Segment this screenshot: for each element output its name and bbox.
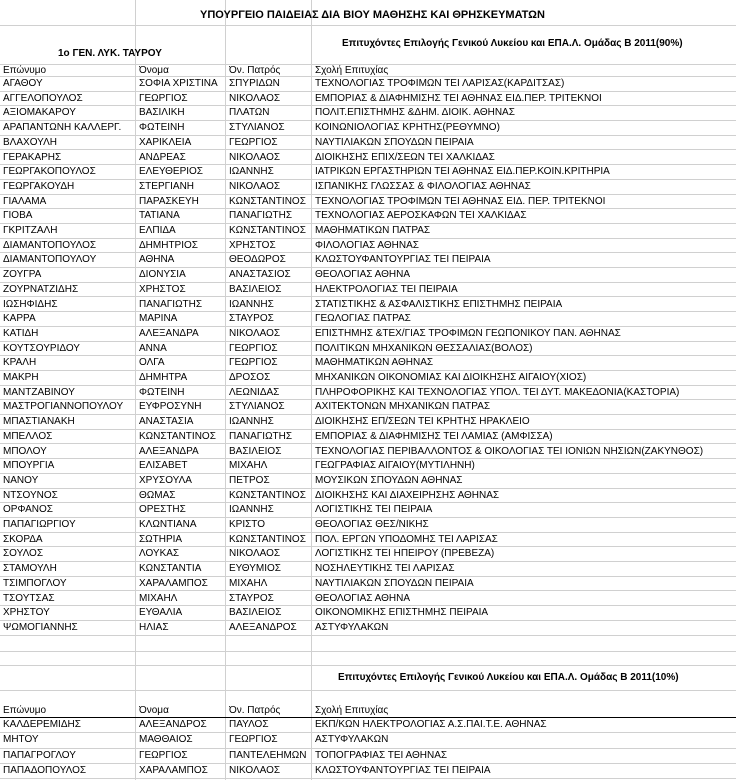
cell-father: ΓΕΩΡΓΙΟΣ [229,734,278,746]
cell-name: ΚΛΩΝΤΙΑΝΑ [139,519,197,530]
cell-surname: ΚΑΛΔΕΡΕΜΙΔΗΣ [3,719,81,730]
table-row [0,298,736,313]
cell-school: ΝΟΣΗΛΕΥΤΙΚΗΣ ΤΕΙ ΛΑΡΙΣΑΣ [315,563,455,575]
table-row [0,445,736,460]
cell-name: ΒΑΣΙΛΙΚΗ [139,107,185,119]
school-name: 1ο ΓΕΝ. ΛΥΚ. ΤΑΥΡΟΥ [58,48,162,59]
table-row [0,268,736,283]
cell-school: ΑΧΙΤΕΚΤΟΝΩΝ ΜΗΧΑΝΙΚΩΝ ΠΑΤΡΑΣ [315,401,491,413]
cell-surname: ΜΗΤΟΥ [3,734,39,746]
cell-name: ΧΡΗΣΤΟΣ [139,283,186,295]
cell-father: ΓΕΩΡΓΙΟΣ [229,342,278,354]
cell-name: ΦΩΤΕΙΝΗ [139,386,185,398]
cell-name: ΑΝΝΑ [139,342,167,354]
cell-father: ΚΩΝΣΤΑΝΤΙΝΟΣ [229,225,306,236]
cell-school: ΜΑΘΗΜΑΤΙΚΩΝ ΠΑΤΡΑΣ [315,225,431,236]
cell-name: ΕΥΘΑΛΙΑ [139,607,183,619]
ministry-title: ΥΠΟΥΡΓΕΙΟ ΠΑΙΔΕΙΑΣ ΔΙΑ ΒΙΟΥ ΜΑΘΗΣΗΣ ΚΑΙ ΘΡΗΣΚΕΥΜΑΤΩΝ [200,9,545,21]
cell-surname: ΝΑΝΟΥ [3,474,39,486]
cell-father: ΒΑΣΙΛΕΙΟΣ [229,607,282,619]
cell-father: ΓΕΩΡΓΙΟΣ [229,357,278,369]
cell-surname: ΝΤΣΟΥΝΟΣ [3,489,58,501]
cell-father: ΚΩΝΣΤΑΝΤΙΝΟΣ [229,489,306,501]
table-row [0,77,736,92]
cell-name: ΟΛΓΑ [139,357,165,369]
cell-school: ΑΣΤΥΦΥΛΑΚΩΝ [315,621,389,633]
table-row [0,562,736,577]
cell-surname: ΨΩΜΟΓΙΑΝΝΗΣ [3,621,78,633]
cell-father: ΘΕΟΔΩΡΟΣ [229,254,286,266]
cell-name: ΑΘΗΝΑ [139,254,175,266]
cell-school: ΕΚΠ/ΚΩΝ ΗΛΕΚΤΡΟΛΟΓΙΑΣ Α.Σ.ΠΑΙ.Τ.Ε. ΑΘΗΝΑΣ [315,719,547,730]
section2-title: Επιτυχόντες Επιλογής Γενικού Λυκείου και ΕΠΑ.Λ. Ομάδας Β 2011(10%) [338,672,679,683]
cell-surname: ΜΠΟΥΡΓΙΑ [3,460,55,472]
cell-surname: ΓΚΡΙΤΖΑΛΗ [3,225,58,236]
cell-name: ΧΑΡΑΛΑΜΠΟΣ [139,764,208,776]
cell-school: ΜΗΧΑΝΙΚΩΝ ΟΙΚΟΝΟΜΙΑΣ ΚΑΙ ΔΙΟΙΚΗΣΗΣ ΑΙΓΑΙΟΥ(ΧΙΟΣ) [315,372,587,383]
cell-surname: ΚΑΤΙΔΗ [3,327,39,339]
cell-surname: ΔΙΑΜΑΝΤΟΠΟΥΛΟΣ [3,239,97,251]
table-row [0,371,736,386]
cell-school: ΛΟΓΙΣΤΙΚΗΣ ΤΕΙ ΗΠΕΙΡΟΥ (ΠΡΕΒΕΖΑ) [315,548,495,560]
header-school: Σχολή Επιτυχίας [315,65,389,76]
cell-father: ΑΝΑΣΤΑΣΙΟΣ [229,269,291,281]
cell-school: ΝΑΥΤΙΛΙΑΚΩΝ ΣΠΟΥΔΩΝ ΠΕΙΡΑΙΑ [315,577,474,589]
table-row [0,718,736,733]
cell-surname: ΚΟΥΤΣΟΥΡΙΔΟΥ [3,342,80,354]
cell-name: ΠΑΡΑΣΚΕΥΗ [139,195,199,207]
header-father: Όν. Πατρός [229,705,281,716]
cell-name: ΣΟΦΙΑ ΧΡΙΣΤΙΝΑ [139,78,218,89]
cell-name: ΧΑΡΑΛΑΜΠΟΣ [139,577,208,589]
cell-name: ΔΙΟΝΥΣΙΑ [139,269,186,281]
cell-father: ΝΙΚΟΛΑΟΣ [229,92,281,104]
table-row [0,606,736,621]
cell-name: ΚΩΝΣΤΑΝΤΙΑ [139,563,202,575]
cell-father: ΝΙΚΟΛΑΟΣ [229,180,281,192]
cell-school: ΜΑΘΗΜΑΤΙΚΩΝ ΑΘΗΝΑΣ [315,357,434,369]
cell-father: ΣΤΑΥΡΟΣ [229,592,274,604]
cell-surname: ΑΓΓΕΛΟΠΟΥΛΟΣ [3,92,83,104]
cell-surname: ΠΑΠΑΓΡΟΓΛΟΥ [3,749,76,761]
cell-surname: ΑΓΑΘΟΥ [3,78,43,89]
cell-father: ΚΩΝΣΤΑΝΤΙΝΟΣ [229,195,306,207]
grid-row-line [0,690,736,691]
cell-school: ΘΕΟΛΟΓΙΑΣ ΘΕΣ/ΝΙΚΗΣ [315,519,429,530]
cell-father: ΕΥΘΥΜΙΟΣ [229,563,281,575]
header-name: Όνομα [139,705,169,716]
cell-school: ΙΑΤΡΙΚΩΝ ΕΡΓΑΣΤΗΡΙΩΝ ΤΕΙ ΑΘΗΝΑΣ ΕΙΔ.ΠΕΡ.ΚΟΙΝ.ΚΡΙΤΗΡΙΑ [315,166,610,178]
cell-school: ΕΜΠΟΡΙΑΣ & ΔΙΑΦΗΜΙΣΗΣ ΤΕΙ ΑΘΗΝΑΣ ΕΙΔ.ΠΕΡ. ΤΡΙΤΕΚΝΟΙ [315,92,602,104]
cell-name: ΤΑΤΙΑΝΑ [139,210,180,222]
cell-father: ΝΙΚΟΛΑΟΣ [229,327,281,339]
cell-school: ΘΕΟΛΟΓΙΑΣ ΑΘΗΝΑ [315,592,411,604]
table-row [0,106,736,121]
table-row [0,342,736,357]
cell-surname: ΤΣΟΥΤΣΑΣ [3,592,55,604]
cell-surname: ΓΕΩΡΓΑΚΟΥΔΗ [3,180,75,192]
cell-name: ΑΝΑΣΤΑΣΙΑ [139,416,194,428]
cell-school: ΚΛΩΣΤΟΥΦΑΝΤΟΥΡΓΙΑΣ ΤΕΙ ΠΕΙΡΑΙΑ [315,764,491,776]
table-row [0,180,736,195]
grid-row-line [0,665,736,666]
cell-surname: ΓΙΟΒΑ [3,210,33,222]
cell-school: ΛΟΓΙΣΤΙΚΗΣ ΤΕΙ ΠΕΙΡΑΙΑ [315,504,433,516]
cell-school: ΚΛΩΣΤΟΥΦΑΝΤΟΥΡΓΙΑΣ ΤΕΙ ΠΕΙΡΑΙΑ [315,254,491,266]
cell-surname: ΒΛΑΧΟΥΛΗ [3,136,57,148]
cell-name: ΧΡΥΣΟΥΛΑ [139,474,192,486]
cell-name: ΗΛΙΑΣ [139,621,169,633]
cell-surname: ΜΠΟΛΟΥ [3,445,47,457]
cell-school: ΜΟΥΣΙΚΩΝ ΣΠΟΥΔΩΝ ΑΘΗΝΑΣ [315,474,463,486]
cell-father: ΚΩΝΣΤΑΝΤΙΝΟΣ [229,533,306,545]
cell-school: ΝΑΥΤΙΛΙΑΚΩΝ ΣΠΟΥΔΩΝ ΠΕΙΡΑΙΑ [315,136,474,148]
cell-surname: ΜΠΑΣΤΙΑΝΑΚΗ [3,416,75,428]
cell-school: ΤΕΧΝΟΛΟΓΙΑΣ ΠΕΡΙΒΑΛΛΟΝΤΟΣ & ΟΙΚΟΛΟΓΙΑΣ ΤΕΙ ΙΟΝΙΩΝ ΝΗΣΙΩΝ(ΖΑΚΥΝΘΟΣ) [315,445,704,457]
table-row [0,356,736,371]
grid-row-line [0,25,736,26]
table-row [0,533,736,548]
cell-name: ΧΑΡΙΚΛΕΙΑ [139,136,192,148]
cell-school: ΤΟΠΟΓΡΑΦΙΑΣ ΤΕΙ ΑΘΗΝΑΣ [315,749,448,761]
cell-school: ΕΠΙΣΤΗΜΗΣ &ΤΕΧ/ΓΙΑΣ ΤΡΟΦΙΜΩΝ ΓΕΩΠΟΝΙΚΟΥ ΠΑΝ. ΑΘΗΝΑΣ [315,327,621,339]
cell-name: ΑΛΕΞΑΝΔΡΟΣ [139,719,207,730]
cell-name: ΛΟΥΚΑΣ [139,548,180,560]
cell-surname: ΣΚΟΡΔΑ [3,533,43,545]
cell-name: ΟΡΕΣΤΗΣ [139,504,186,516]
cell-name: ΦΩΤΕΙΝΗ [139,122,185,134]
table-row [0,547,736,562]
cell-name: ΑΝΔΡΕΑΣ [139,151,186,163]
cell-father: ΚΡΙΣΤΟ [229,519,266,530]
cell-surname: ΑΞΙΟΜΑΚΑΡΟΥ [3,107,76,119]
cell-school: ΟΙΚΟΝΟΜΙΚΗΣ ΕΠΙΣΤΗΜΗΣ ΠΕΙΡΑΙΑ [315,607,489,619]
table-row [0,165,736,180]
cell-school: ΦΙΛΟΛΟΓΙΑΣ ΑΘΗΝΑΣ [315,239,419,251]
cell-surname: ΣΤΑΜΟΥΛΗ [3,563,57,575]
cell-surname: ΓΕΩΡΓΑΚΟΠΟΥΛΟΣ [3,166,96,178]
cell-school: ΤΕΧΝΟΛΟΓΙΑΣ ΤΡΟΦΙΜΩΝ ΤΕΙ ΛΑΡΙΣΑΣ(ΚΑΡΔΙΤΣΑΣ) [315,78,565,89]
table-row [0,253,736,268]
cell-father: ΙΩΑΝΝΗΣ [229,416,274,428]
table-row [0,733,736,748]
cell-surname: ΣΟΥΛΟΣ [3,548,43,560]
cell-father: ΜΙΧΑΗΛ [229,460,268,472]
cell-name: ΜΙΧΑΗΛ [139,592,178,604]
cell-father: ΒΑΣΙΛΕΙΟΣ [229,445,282,457]
cell-father: ΝΙΚΟΛΑΟΣ [229,764,281,776]
table-row [0,459,736,474]
cell-surname: ΜΑΣΤΡΟΓΙΑΝΝΟΠΟΥΛΟΥ [3,401,124,413]
cell-father: ΠΑΥΛΟΣ [229,719,269,730]
cell-school: ΑΣΤΥΦΥΛΑΚΩΝ [315,734,389,746]
cell-surname: ΠΑΠΑΔΟΠΟΥΛΟΣ [3,764,87,776]
cell-surname: ΜΑΚΡΗ [3,372,39,383]
cell-name: ΠΑΝΑΓΙΩΤΗΣ [139,298,203,310]
cell-school: ΓΕΩΛΟΓΙΑΣ ΠΑΤΡΑΣ [315,313,411,325]
header-surname: Επώνυμο [3,705,47,716]
header-father: Όν. Πατρός [229,65,281,76]
cell-name: ΣΤΕΡΓΙΑΝΗ [139,180,195,192]
cell-school: ΙΣΠΑΝΙΚΗΣ ΓΛΩΣΣΑΣ & ΦΙΛΟΛΟΓΙΑΣ ΑΘΗΝΑΣ [315,180,531,192]
cell-school: ΔΙΟΙΚΗΣΗΣ ΕΠΙΧ/ΣΕΩΝ ΤΕΙ ΧΑΛΚΙΔΑΣ [315,151,495,163]
cell-name: ΔΗΜΗΤΡΙΟΣ [139,239,198,251]
cell-name: ΑΛΕΞΑΝΔΡΑ [139,327,199,339]
cell-surname: ΤΣΙΜΠΟΓΛΟΥ [3,577,67,589]
cell-name: ΜΑΡΙΝΑ [139,313,178,325]
cell-father: ΙΩΑΝΝΗΣ [229,166,274,178]
cell-school: ΔΙΟΙΚΗΣΗΣ ΚΑΙ ΔΙΑΧΕΙΡΗΣΗΣ ΑΘΗΝΑΣ [315,489,500,501]
grid-row-line [0,651,736,652]
table-row [0,577,736,592]
cell-surname: ΠΑΠΑΓΙΩΡΓΙΟΥ [3,519,76,530]
cell-surname: ΓΕΡΑΚΑΡΗΣ [3,151,62,163]
cell-name: ΓΕΩΡΓΙΟΣ [139,749,188,761]
section1-title: Επιτυχόντες Επιλογής Γενικού Λυκείου και ΕΠΑ.Λ. Ομάδας Β 2011(90%) [342,38,683,49]
cell-father: ΝΙΚΟΛΑΟΣ [229,151,281,163]
cell-name: ΕΛΕΥΘΕΡΙΟΣ [139,166,203,178]
cell-school: ΓΕΩΓΡΑΦΙΑΣ ΑΙΓΑΙΟΥ(ΜΥΤΙΛΗΝΗ) [315,460,475,472]
cell-surname: ΔΙΑΜΑΝΤΟΠΟΥΛΟΥ [3,254,97,266]
cell-surname: ΜΑΝΤΖΑΒΙΝΟΥ [3,386,75,398]
table-row [0,592,736,607]
table-row [0,92,736,107]
cell-father: ΠΑΝΤΕΛΕΗΜΩΝ [229,749,307,761]
table-row [0,239,736,254]
cell-father: ΜΙΧΑΗΛ [229,577,268,589]
table-row [0,224,736,239]
cell-father: ΔΡΟΣΟΣ [229,372,271,383]
table-row [0,764,736,779]
cell-name: ΚΩΝΣΤΑΝΤΙΝΟΣ [139,430,216,442]
cell-school: ΣΤΑΤΙΣΤΙΚΗΣ & ΑΣΦΑΛΙΣΤΙΚΗΣ ΕΠΙΣΤΗΜΗΣ ΠΕΙΡΑΙΑ [315,298,563,310]
cell-father: ΧΡΗΣΤΟΣ [229,239,276,251]
header-row [0,64,736,77]
cell-surname: ΖΟΥΓΡΑ [3,269,42,281]
table-row [0,151,736,166]
cell-name: ΘΩΜΑΣ [139,489,176,501]
cell-father: ΣΤΥΛΙΑΝΟΣ [229,401,285,413]
cell-school: ΚΟΙΝΩΝΙΟΛΟΓΙΑΣ ΚΡΗΤΗΣ(ΡΕΘΥΜΝΟ) [315,122,500,134]
table-row [0,327,736,342]
cell-school: ΠΟΛ. ΕΡΓΩΝ ΥΠΟΔΟΜΗΣ ΤΕΙ ΛΑΡΙΣΑΣ [315,533,498,545]
cell-school: ΘΕΟΛΟΓΙΑΣ ΑΘΗΝΑ [315,269,411,281]
table-row [0,503,736,518]
cell-name: ΑΛΕΞΑΝΔΡΑ [139,445,199,457]
table-row [0,621,736,636]
cell-school: ΠΟΛΙΤΙΚΩΝ ΜΗΧΑΝΙΚΩΝ ΘΕΣΣΑΛΙΑΣ(ΒΟΛΟΣ) [315,342,533,354]
table-row [0,474,736,489]
cell-father: ΒΑΣΙΛΕΙΟΣ [229,283,282,295]
cell-father: ΛΕΩΝΙΔΑΣ [229,386,280,398]
cell-surname: ΚΡΑΛΗ [3,357,37,369]
cell-father: ΠΛΑΤΩΝ [229,107,270,119]
table-row [0,518,736,533]
cell-father: ΠΑΝΑΓΙΩΤΗΣ [229,210,293,222]
cell-father: ΣΠΥΡΙΔΩΝ [229,78,280,89]
cell-surname: ΜΠΕΛΛΟΣ [3,430,53,442]
table-row [0,283,736,298]
table-row [0,121,736,136]
cell-father: ΑΛΕΞΑΝΔΡΟΣ [229,621,297,633]
cell-surname: ΑΡΑΠΑΝΤΩΝΗ ΚΑΛΛΕΡΓ. [3,122,122,134]
table-row [0,209,736,224]
table-row [0,430,736,445]
cell-school: ΤΕΧΝΟΛΟΓΙΑΣ ΑΕΡΟΣΚΑΦΩΝ ΤΕΙ ΧΑΛΚΙΔΑΣ [315,210,527,222]
cell-name: ΜΑΘΘΑΙΟΣ [139,734,193,746]
table-row [0,749,736,764]
cell-surname: ΚΑΡΡΑ [3,313,36,325]
cell-school: ΕΜΠΟΡΙΑΣ & ΔΙΑΦΗΜΙΣΗΣ ΤΕΙ ΛΑΜΙΑΣ (ΑΜΦΙΣΣΑ) [315,430,553,442]
cell-surname: ΓΙΑΛΑΜΑ [3,195,47,207]
cell-father: ΙΩΑΝΝΗΣ [229,298,274,310]
cell-school: ΔΙΟΙΚΗΣΗΣ ΕΠ/ΣΕΩΝ ΤΕΙ ΚΡΗΤΗΣ ΗΡΑΚΛΕΙΟ [315,416,530,428]
cell-name: ΕΥΦΡΟΣΥΝΗ [139,401,202,413]
table-row [0,489,736,504]
header-surname: Επώνυμο [3,65,47,76]
cell-father: ΠΕΤΡΟΣ [229,474,270,486]
table-row [0,415,736,430]
cell-name: ΕΛΠΙΔΑ [139,225,176,236]
cell-name: ΣΩΤΗΡΙΑ [139,533,183,545]
cell-father: ΓΕΩΡΓΙΟΣ [229,136,278,148]
cell-surname: ΟΡΦΑΝΟΣ [3,504,53,516]
header-name: Όνομα [139,65,169,76]
table-row [0,386,736,401]
cell-school: ΠΟΛΙΤ.ΕΠΙΣΤΗΜΗΣ &ΔΗΜ. ΔΙΟΙΚ. ΑΘΗΝΑΣ [315,107,515,119]
cell-father: ΠΑΝΑΓΙΩΤΗΣ [229,430,293,442]
cell-name: ΔΗΜΗΤΡΑ [139,372,188,383]
cell-school: ΗΛΕΚΤΡΟΛΟΓΙΑΣ ΤΕΙ ΠΕΙΡΑΙΑ [315,283,458,295]
cell-school: ΠΛΗΡΟΦΟΡΙΚΗΣ ΚΑΙ ΤΕΧΝΟΛΟΓΙΑΣ ΥΠΟΛ. ΤΕΙ ΔΥΤ. ΜΑΚΕΔΟΝΙΑ(ΚΑΣΤΟΡΙΑ) [315,386,680,398]
cell-surname: ΖΟΥΡΝΑΤΖΙΔΗΣ [3,283,79,295]
cell-name: ΕΛΙΣΑΒΕΤ [139,460,188,472]
cell-surname: ΧΡΗΣΤΟΥ [3,607,50,619]
table-row [0,312,736,327]
cell-father: ΝΙΚΟΛΑΟΣ [229,548,281,560]
cell-father: ΙΩΑΝΝΗΣ [229,504,274,516]
table-row [0,195,736,210]
cell-surname: ΙΩΣΗΦΙΔΗΣ [3,298,58,310]
table-row [0,136,736,151]
cell-name: ΓΕΩΡΓΙΟΣ [139,92,188,104]
header-row-2 [0,704,736,717]
header-school: Σχολή Επιτυχίας [315,705,389,716]
cell-school: ΤΕΧΝΟΛΟΓΙΑΣ ΤΡΟΦΙΜΩΝ ΤΕΙ ΑΘΗΝΑΣ ΕΙΔ. ΠΕΡ. ΤΡΙΤΕΚΝΟΙ [315,195,606,207]
cell-father: ΣΤΑΥΡΟΣ [229,313,274,325]
cell-father: ΣΤΥΛΙΑΝΟΣ [229,122,285,134]
table-row [0,400,736,415]
